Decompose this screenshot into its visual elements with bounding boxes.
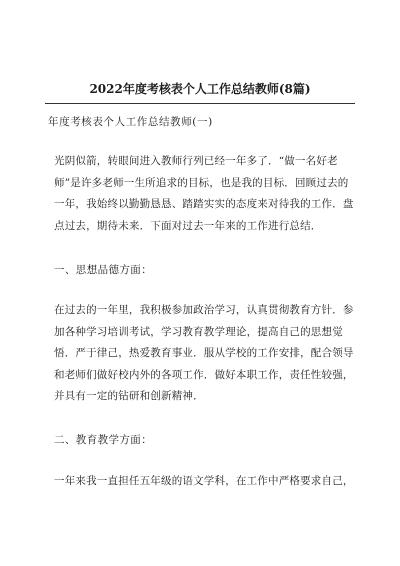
paragraph-line: 点过去，期待未来．下面对过去一年来的工作进行总结． (54, 219, 322, 232)
document-title: 2022年度考核表个人工作总结教师(8篇) (89, 82, 311, 96)
section-heading-ideology: 一、思想品德方面： (54, 264, 153, 276)
paragraph-line: 和老师们做好校内外的各项工作．做好本职工作，责任性较强， (54, 368, 354, 381)
paragraph-line: 并具有一定的钻研和创新精神． (54, 390, 204, 402)
paragraph-line: 在过去的一年里，我积极参加政治学习，认真贯彻教育方针．参 (54, 304, 354, 316)
paragraph-intro (54, 151, 364, 237)
paragraph-line: 一年来我一直担任五年级的语文学科，在工作中严格要求自己， (54, 475, 354, 487)
paragraph-section-1 (54, 300, 364, 408)
section-heading-teaching: 二、教育教学方面： (54, 434, 153, 446)
document-subheading: 年度考核表个人工作总结教师(一) (48, 116, 213, 128)
paragraph-line: 加各种学习培训考试，学习教育教学理论，提高自己的思想觉 (54, 325, 343, 338)
paragraph-line: 悟．严于律己，热爱教育事业．服从学校的工作安排，配合领导 (54, 347, 354, 359)
paragraph-section-2 (54, 471, 364, 493)
paragraph-line: 一年，我始终以勤勤恳恳、踏踏实实的态度来对待我的工作．盘 (54, 198, 354, 210)
paragraph-line: 光阴似箭，转眼间进入教师行列已经一年多了．“做一名好老 (54, 155, 338, 167)
paragraph-line: 师”是许多老师一生所追求的目标，也是我的目标．回顾过去的 (54, 176, 349, 189)
title-divider (45, 103, 355, 104)
